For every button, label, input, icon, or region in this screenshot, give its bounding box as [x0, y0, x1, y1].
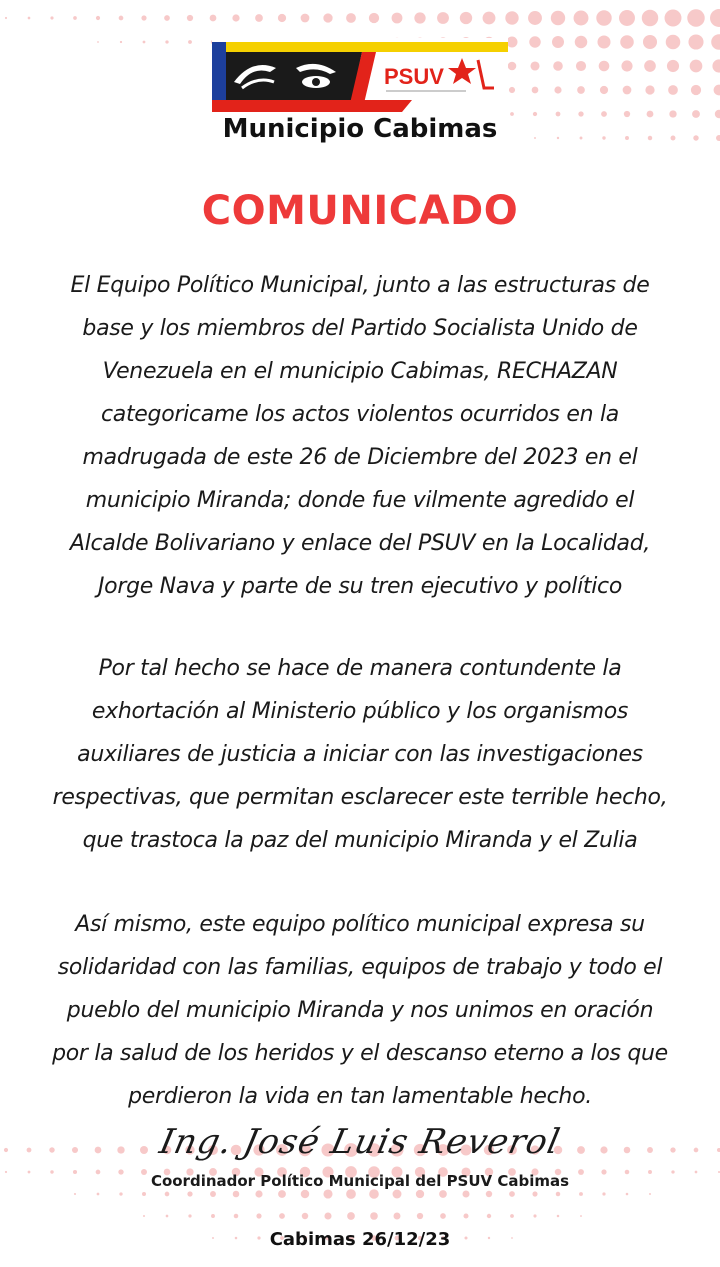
handwritten-signature: Ing. José Luis Reverol [156, 1122, 564, 1162]
paragraph-line: El Equipo Político Municipal, junto a las estructuras de [70, 273, 650, 298]
paragraph-line: que trastoca la paz del municipio Miranda y el Zulia [82, 828, 638, 853]
paragraph-line: Alcalde Bolivariano y enlace del PSUV en la Localidad, [69, 531, 651, 556]
municipality-heading: Municipio Cabimas [222, 114, 498, 144]
paragraph-line: auxiliares de justicia a iniciar con las investigaciones [77, 742, 643, 767]
place-and-date: Cabimas 26/12/23 [269, 1229, 451, 1250]
paragraph-solidarity [22, 903, 698, 1118]
paragraph-line: perdieron la vida en tan lamentable hecho. [128, 1084, 592, 1109]
paragraph-line: municipio Miranda; donde fue vilmente agredido el [85, 488, 635, 513]
paragraph-line: por la salud de los heridos y el descanso eterno a los que [52, 1041, 668, 1066]
paragraph-line: Así mismo, este equipo político municipal expresa su [75, 912, 645, 937]
paragraph-line: categoricame los actos violentos ocurridos en la [101, 402, 619, 427]
coordinator-title: Coordinador Político Municipal del PSUV Cabimas [150, 1172, 570, 1190]
paragraph-line: pueblo del municipio Miranda y nos unimos en oración [66, 998, 654, 1023]
paragraph-line: Venezuela en el municipio Cabimas, RECHAZAN [102, 359, 618, 384]
page-title: COMUNICADO [201, 188, 519, 234]
paragraph-rejection [22, 264, 698, 608]
paragraph-line: madrugada de este 26 de Diciembre del 2023 en el [82, 445, 638, 470]
logo-wordmark: PSUV [384, 64, 444, 89]
paragraph-line: Jorge Nava y parte de su tren ejecutivo y político [97, 574, 622, 599]
paragraph-line: exhortación al Ministerio público y los organismos [91, 699, 629, 724]
psuv-logo [212, 38, 508, 116]
paragraph-line: Por tal hecho se hace de manera contundente la [98, 656, 622, 681]
paragraph-line: solidaridad con las familias, equipos de trabajo y todo el [57, 955, 663, 980]
paragraph-line: base y los miembros del Partido Socialista Unido de [82, 316, 638, 341]
paragraph-line: respectivas, que permitan esclarecer este terrible hecho, [52, 785, 668, 810]
paragraph-exhortation [22, 647, 698, 862]
